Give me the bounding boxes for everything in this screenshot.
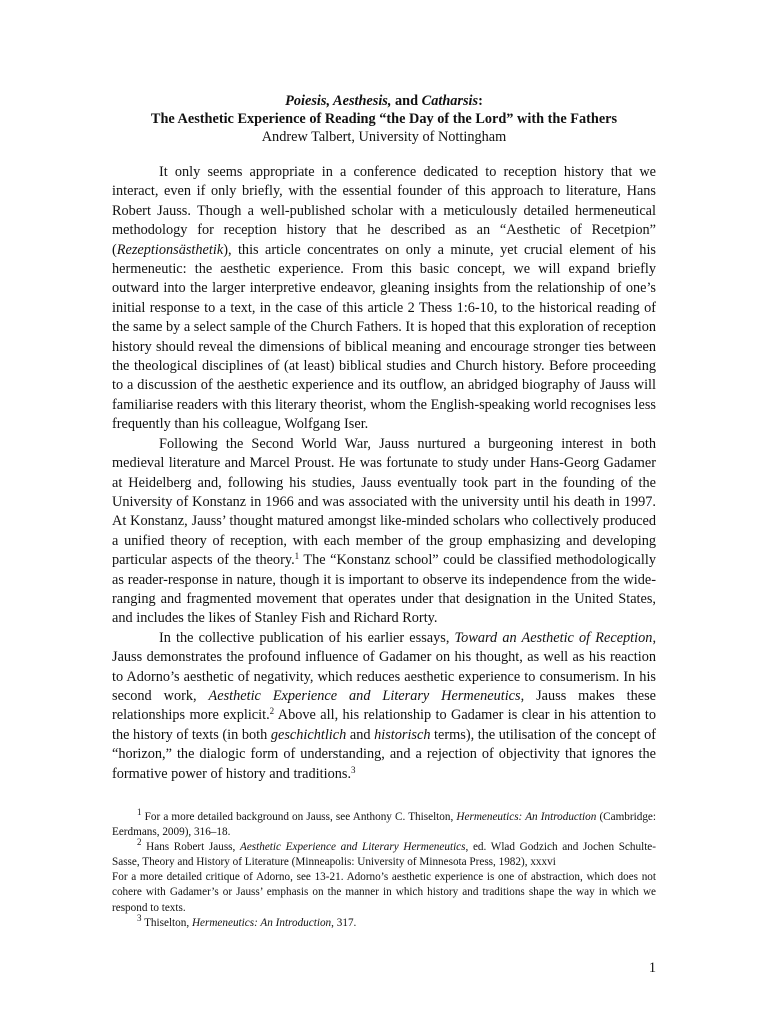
footnotes [112,807,656,931]
body-text [112,163,656,784]
paragraph-3: In the collective publication of his earlier essays, Toward an Aesthetic of Reception, Jauss demonstrates the profound influence of Gadamer on his thought, as well as his reaction to Adorno’s aesthetic of negativity, which reduces aesthetic experience to consumerism. In his second work, Aesthetic Experience and Literary Hermeneutics, Jauss makes these relationships more explicit.$^2$ Above all, his relationship to Gadamer is clear in his attention to the history of texts (in both geschichtlich and historisch terms), the utilisation of the concept of “horizon,” the dialogic form of understanding, and a rejection of objectivity that ignores the formative power of history and traditions.$^3$ [112,629,657,782]
title-block [112,92,656,146]
title-italic-2: Catharsis [421,93,479,109]
footnote-3: $^3$ Thiselton, Hermeneutics: An Introduction, 317. [137,912,357,929]
title-italic-1: Poiesis, Aesthesis, [285,93,392,109]
paragraph-1: It only seems appropriate in a conference dedicated to reception history that we interact, even if only briefly, with the essential founder of this approach to literature, Hans Robert Jauss. Though a well-published scholar with a meticulously detailed hermeneutical methodology for reception history that he described as an “Aesthetic of Recetpion” (Rezeptionsästhetik), this article concentrates on only a minute, yet crucial element of his hermeneutic: the aesthetic experience. From this basic concept, we will expand briefly outward into the larger interpretive endeavor, gleaning insights from the relationship of one’s initial response to a text, in the case of this article 2 Thess 1:6-10, to the historical reading of the same by a select sample of the Church Fathers. It is hoped that this exploration of reception history should reveal the dimensions of biblical meaning and encourage stronger ties between the theological disciplines of (at least) biblical studies and Church history. Before proceeding to a discussion of the aesthetic experience and its outflow, an abridged biography of Jauss will familiarise readers with this literary theorist, whom the English-speaking world recognises less frequently than his colleague, Wolfgang Iser. [112,164,656,433]
footnote-2-continued: For a more detailed critique of Adorno, see 13-21. Adorno’s aesthetic experience is one of abstraction, which does not cohere with Gadamer’s or Jauss’ emphasis on the manner in which history and traditions shape the way in which we respond to texts. [112,871,656,914]
paragraph-2: Following the Second World War, Jauss nurtured a burgeoning interest in both medieval literature and Marcel Proust. He was fortunate to study under Hans-Georg Gadamer at Heidelberg and, following his studies, Jauss eventually took part in the founding of the University of Konstanz in 1966 and was associated with the university until his death in 1997. At Konstanz, Jauss’ thought matured amongst like-minded scholars who collectively produced a unified theory of reception, with each member of the group emphasizing and developing particular aspects of the theory.$^1$ The “Konstanz school” could be classified methodologically as reader-response in nature, though it is important to observe its independence from the wide-ranging and fragmented movement that operates under that designation in the United States, and includes the likes of Stanley Fish and Richard Rorty. [112,435,656,627]
footnote-ref-2[interactable]: 2 [269,706,275,717]
page-number: 1 [648,960,656,976]
author-line: Andrew Talbert, University of Nottingham [261,129,507,145]
paper-title: Poiesis, Aesthesis, and Catharsis: [285,93,483,109]
footnote-ref-3[interactable]: 3 [351,764,356,775]
paper-subtitle: The Aesthetic Experience of Reading “the Day of the Lord” with the Fathers [150,111,618,127]
footnote-2: $^2$ Hans Robert Jauss, Aesthetic Experience and Literary Hermeneutics, ed. Wlad Godzich and Jochen Schulte-Sasse, Theory and History of Literature (Minneapolis: University of Minnesota Press, 1982), xxxvi [112,837,656,869]
footnote-1: $^1$ For a more detailed background on Jauss, see Anthony C. Thiselton, Hermeneutics: An Introduction (Cambridge: Eerdmans, 2009), 316–18. [112,807,656,839]
footnote-ref-1[interactable]: 1 [294,551,300,562]
